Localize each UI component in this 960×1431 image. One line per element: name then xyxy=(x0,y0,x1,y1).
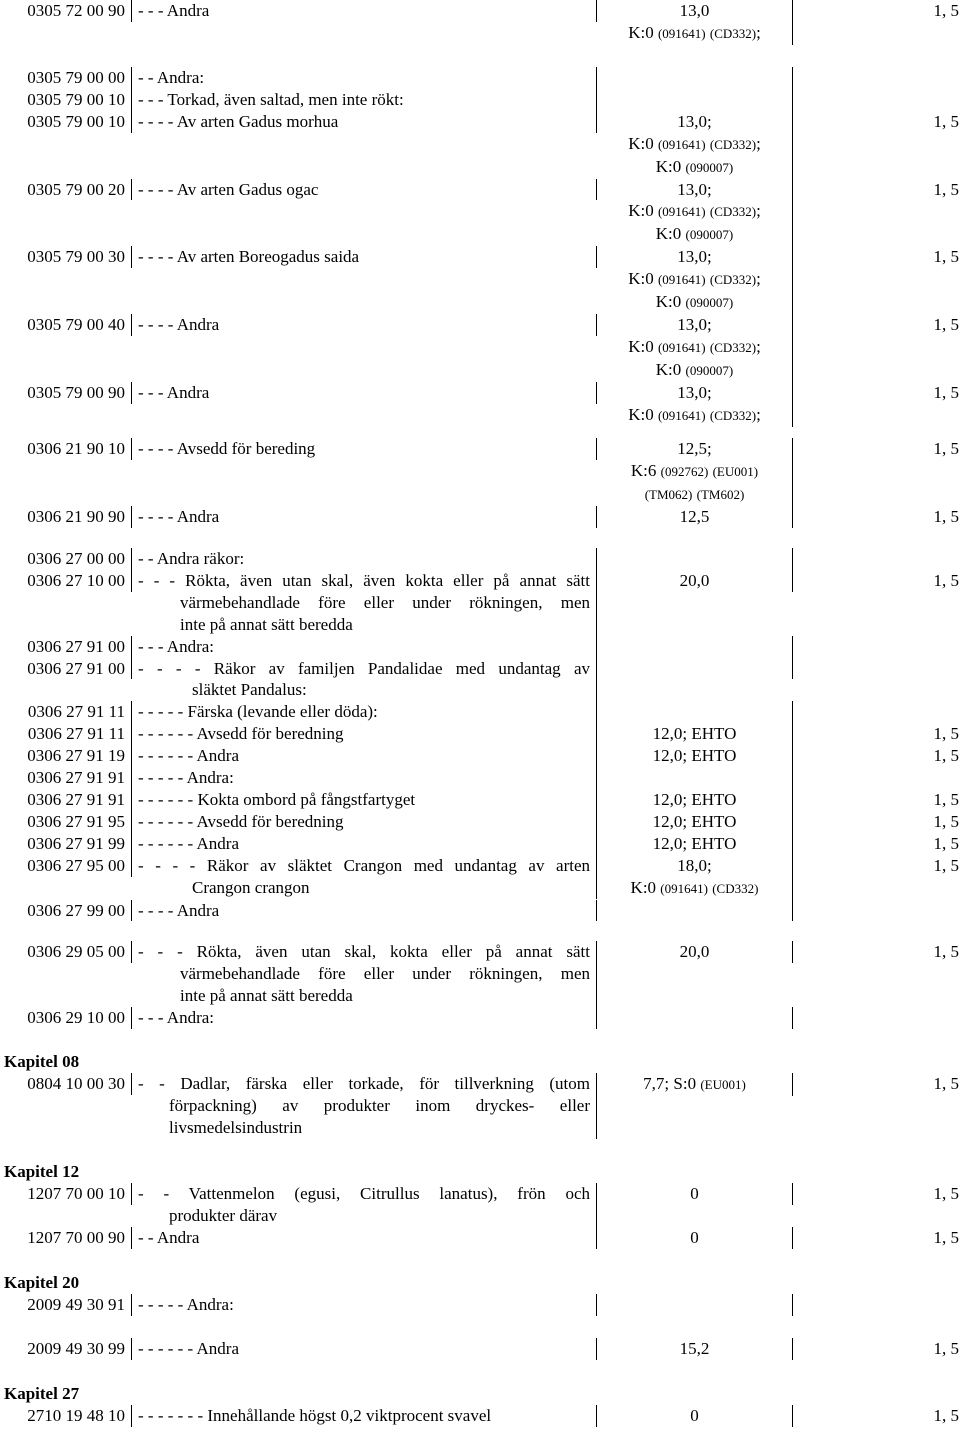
duty-rate xyxy=(597,1183,793,1205)
description-line: - - - - Andra xyxy=(138,506,220,526)
table-row xyxy=(0,636,960,658)
goods-description xyxy=(132,701,597,723)
table-row xyxy=(0,1227,960,1249)
table-row xyxy=(0,506,960,528)
table-row xyxy=(0,1405,960,1427)
table-row xyxy=(0,314,960,382)
table-row xyxy=(0,658,960,702)
tariff-table-block xyxy=(0,438,960,528)
unit-value xyxy=(793,900,960,922)
goods-description xyxy=(132,1183,597,1227)
goods-description xyxy=(132,811,597,833)
rate-line: 13,0; xyxy=(677,382,712,402)
duty-rate xyxy=(597,636,793,658)
rate-line: 7,7; S:0 (EU001) xyxy=(643,1074,746,1093)
table-row xyxy=(0,111,960,179)
goods-description xyxy=(132,789,597,811)
duty-rate xyxy=(597,89,793,111)
goods-description xyxy=(132,1073,597,1139)
description-line: - - - - - - Kokta ombord på fångstfartyget xyxy=(138,789,416,809)
duty-rate xyxy=(597,1073,793,1096)
tariff-table-block xyxy=(0,0,960,45)
tariff-code: 0306 27 91 99 xyxy=(0,833,132,855)
table-row xyxy=(0,1294,960,1316)
rate-line: K:0 (090007) xyxy=(655,292,734,312)
goods-description xyxy=(132,855,597,899)
duty-rate xyxy=(597,701,793,723)
unit-value: 1, 5 xyxy=(933,746,959,766)
rate-line: K:0 (090007) xyxy=(655,156,734,176)
tariff-table-block xyxy=(0,941,960,1029)
duty-rate xyxy=(597,1007,793,1029)
description-line: - - - - - Andra: xyxy=(138,1295,234,1314)
description-line: - - - - - - - Innehållande högst 0,2 viktprocent svavel xyxy=(138,1406,492,1425)
unit-value: 1, 5 xyxy=(933,506,959,526)
table-row xyxy=(0,67,960,89)
description-line: - - - - Räkor av familjen Pandalidae med undantag av xyxy=(138,658,590,678)
chapter-heading: Kapitel 20 xyxy=(4,1273,80,1292)
description-line: - - - - - Färska (levande eller döda): xyxy=(138,702,378,722)
duty-rate xyxy=(597,941,793,963)
unit-value: 1, 5 xyxy=(933,1227,959,1247)
unit-value: 1, 5 xyxy=(933,789,959,809)
unit-value xyxy=(793,658,960,680)
duty-rate xyxy=(597,179,793,247)
description-line: - - - Andra xyxy=(138,1,210,20)
description-line: - - Dadlar, färska eller torkade, för tillverkning (utom xyxy=(138,1074,590,1093)
duty-rate xyxy=(597,111,793,179)
rate-line: K:0 (091641) (CD332); xyxy=(628,22,761,42)
tariff-table-block xyxy=(0,1294,960,1316)
description-line: förpackning) av produkter inom dryckes- eller xyxy=(169,1095,590,1115)
goods-description xyxy=(132,767,597,789)
rate-line: 20,0 xyxy=(679,942,710,961)
unit-value: 1, 5 xyxy=(933,1,959,20)
duty-rate xyxy=(597,1227,793,1249)
goods-description xyxy=(132,1007,597,1029)
goods-description xyxy=(132,1405,597,1427)
rate-line: 12,0; EHTO xyxy=(652,811,737,831)
unit-value: 1, 5 xyxy=(933,314,959,334)
goods-description xyxy=(132,833,597,855)
description-line: - - - - Avsedd för bereding xyxy=(138,439,316,458)
duty-rate xyxy=(597,1405,793,1427)
description-line: - - - Andra: xyxy=(138,1007,215,1027)
table-row xyxy=(0,179,960,247)
table-row xyxy=(0,723,960,745)
goods-description xyxy=(132,941,597,1007)
tariff-code: 0306 27 91 19 xyxy=(0,745,132,767)
unit-value: 1, 5 xyxy=(933,1184,959,1203)
rate-line: K:0 (091641) (CD332) xyxy=(630,877,759,897)
tariff-code: 0306 27 91 11 xyxy=(0,701,132,723)
table-row xyxy=(0,438,960,506)
unit-value: 1, 5 xyxy=(933,439,959,458)
goods-description xyxy=(132,900,597,922)
description-line: - - - - Av arten Boreogadus saida xyxy=(138,247,360,267)
goods-description xyxy=(132,506,597,528)
rate-line: 12,0; EHTO xyxy=(652,746,737,766)
tariff-code: 0306 21 90 90 xyxy=(0,506,132,528)
goods-description xyxy=(132,382,597,404)
goods-description xyxy=(132,67,597,89)
description-line: - - Andra: xyxy=(138,68,205,87)
unit-value: 1, 5 xyxy=(933,382,959,402)
tariff-code: 0305 72 00 90 xyxy=(0,0,132,22)
rate-line: 13,0; xyxy=(677,247,712,267)
duty-rate xyxy=(597,658,793,680)
goods-description xyxy=(132,89,597,111)
table-row xyxy=(0,548,960,570)
duty-rate xyxy=(597,833,793,855)
table-row xyxy=(0,900,960,922)
description-line: - - Andra xyxy=(138,1227,200,1247)
rate-line: 0 xyxy=(690,1227,699,1247)
goods-description xyxy=(132,1294,597,1316)
duty-rate xyxy=(597,314,793,382)
tariff-code: 0306 27 91 00 xyxy=(0,658,132,680)
unit-value: 1, 5 xyxy=(933,111,959,131)
table-row xyxy=(0,1073,960,1139)
duty-rate xyxy=(597,767,793,789)
tariff-table-block xyxy=(0,1073,960,1139)
tariff-code: 0305 79 00 90 xyxy=(0,382,132,404)
tariff-table-block xyxy=(0,67,960,427)
rate-line: 13,0; xyxy=(677,314,712,334)
duty-rate xyxy=(597,789,793,811)
unit-value: 1, 5 xyxy=(933,570,959,590)
description-line: - - - - - - Andra xyxy=(138,746,240,766)
description-line: - - - - Av arten Gadus ogac xyxy=(138,179,319,199)
description-line: - - - - Räkor av släktet Crangon med undantag av arten xyxy=(138,855,590,875)
unit-value: 1, 5 xyxy=(933,1339,959,1358)
rate-line: (TM062) (TM602) xyxy=(644,486,745,502)
duty-rate xyxy=(597,382,793,427)
table-row xyxy=(0,0,960,45)
duty-rate xyxy=(597,811,793,833)
description-line: - - Andra räkor: xyxy=(138,549,245,568)
goods-description xyxy=(132,111,597,133)
duty-rate xyxy=(597,0,793,45)
description-line: - - - - - - Andra xyxy=(138,833,240,853)
goods-description xyxy=(132,179,597,201)
goods-description xyxy=(132,745,597,767)
duty-rate xyxy=(597,855,793,900)
tariff-code: 0306 27 95 00 xyxy=(0,855,132,877)
tariff-code: 0306 27 91 91 xyxy=(0,767,132,789)
unit-value xyxy=(793,636,960,658)
unit-value xyxy=(793,767,960,789)
chapter-heading: Kapitel 08 xyxy=(4,1052,80,1071)
unit-value xyxy=(793,67,960,89)
tariff-code: 0305 79 00 10 xyxy=(0,89,132,111)
tariff-code: 0306 29 05 00 xyxy=(0,941,132,963)
rate-line: 13,0 xyxy=(679,1,710,20)
description-line: - - - - - - Avsedd för beredning xyxy=(138,811,344,831)
tariff-code: 0306 27 99 00 xyxy=(0,900,132,922)
tariff-code: 0306 27 91 00 xyxy=(0,636,132,658)
description-line: - - - Andra: xyxy=(138,636,215,656)
tariff-code: 1207 70 00 90 xyxy=(0,1227,132,1249)
table-row xyxy=(0,1338,960,1360)
unit-value xyxy=(793,89,960,111)
description-line: inte på annat sätt beredda xyxy=(180,985,353,1005)
table-row xyxy=(0,855,960,900)
table-row xyxy=(0,1183,960,1227)
tariff-code: 2009 49 30 99 xyxy=(0,1338,132,1360)
rate-line: 0 xyxy=(690,1406,699,1425)
goods-description xyxy=(132,570,597,636)
unit-value: 1, 5 xyxy=(933,247,959,267)
duty-rate xyxy=(597,506,793,528)
goods-description xyxy=(132,723,597,745)
goods-description xyxy=(132,1227,597,1249)
chapter-heading: Kapitel 27 xyxy=(4,1384,80,1403)
rate-line: K:0 (090007) xyxy=(655,224,734,244)
description-line: - - - Rökta, även utan skal, kokta eller på annat sätt xyxy=(138,942,590,961)
rate-line: 12,0; EHTO xyxy=(652,724,737,744)
unit-value: 1, 5 xyxy=(933,855,959,875)
unit-value xyxy=(793,548,960,570)
description-line: släktet Pandalus: xyxy=(192,680,307,700)
tariff-code: 0804 10 00 30 xyxy=(0,1073,132,1095)
goods-description xyxy=(132,548,597,570)
description-line: Crangon crangon xyxy=(192,877,310,897)
rate-line: 12,0; EHTO xyxy=(652,833,737,853)
rate-line: 20,0 xyxy=(679,570,710,590)
rate-line: 0 xyxy=(690,1184,699,1203)
duty-rate xyxy=(597,723,793,745)
table-row xyxy=(0,246,960,314)
unit-value xyxy=(793,701,960,723)
description-line: - - - Andra xyxy=(138,382,210,402)
table-row xyxy=(0,701,960,723)
rate-line: K:0 (091641) (CD332); xyxy=(628,133,761,153)
tariff-code: 0306 29 10 00 xyxy=(0,1007,132,1029)
description-line: - - - - - Andra: xyxy=(138,768,234,788)
unit-value: 1, 5 xyxy=(933,811,959,831)
rate-line: 18,0; xyxy=(677,855,712,875)
goods-description xyxy=(132,246,597,268)
tariff-code: 0305 79 00 20 xyxy=(0,179,132,201)
goods-description xyxy=(132,1338,597,1360)
rate-line: K:0 (090007) xyxy=(655,359,734,379)
table-row xyxy=(0,789,960,811)
duty-rate xyxy=(597,246,793,314)
table-row xyxy=(0,1007,960,1029)
table-row xyxy=(0,89,960,111)
description-line: - - - - Andra xyxy=(138,900,220,920)
description-line: - - Vattenmelon (egusi, Citrullus lanatus), frön och xyxy=(138,1184,590,1203)
rate-line: 12,5; xyxy=(677,439,712,458)
unit-value: 1, 5 xyxy=(933,1406,959,1425)
tariff-code: 0306 27 91 11 xyxy=(0,723,132,745)
tariff-code: 2009 49 30 91 xyxy=(0,1294,132,1316)
description-line: - - - Torkad, även saltad, men inte rökt: xyxy=(138,89,404,109)
tariff-code: 0305 79 00 10 xyxy=(0,111,132,133)
tariff-table-block xyxy=(0,1338,960,1360)
duty-rate xyxy=(597,900,793,922)
table-row xyxy=(0,767,960,789)
tariff-code: 0306 27 10 00 xyxy=(0,570,132,592)
rate-line: K:0 (091641) (CD332); xyxy=(628,404,761,424)
description-line: - - - - - - Andra xyxy=(138,1339,240,1358)
description-line: - - - - Andra xyxy=(138,314,220,334)
chapter-heading: Kapitel 12 xyxy=(4,1162,80,1181)
unit-value xyxy=(793,1294,960,1316)
tariff-code: 0306 27 91 91 xyxy=(0,789,132,811)
rate-line: K:0 (091641) (CD332); xyxy=(628,201,761,221)
unit-value: 1, 5 xyxy=(933,724,959,744)
rate-line: 12,0; EHTO xyxy=(652,789,737,809)
description-line: - - - Rökta, även utan skal, även kokta eller på annat sätt xyxy=(138,570,590,590)
goods-description xyxy=(132,0,597,22)
description-line: värmebehandlade före eller under rökningen, men xyxy=(180,592,590,612)
duty-rate xyxy=(597,438,793,506)
rate-line: 12,5 xyxy=(679,506,710,526)
description-line: - - - - Av arten Gadus morhua xyxy=(138,111,339,131)
duty-rate xyxy=(597,570,793,592)
tariff-code: 0306 27 00 00 xyxy=(0,548,132,570)
unit-value: 1, 5 xyxy=(933,1074,959,1093)
rate-line: K:0 (091641) (CD332); xyxy=(628,269,761,289)
unit-value: 1, 5 xyxy=(933,833,959,853)
goods-description xyxy=(132,438,597,460)
tariff-table-block xyxy=(0,1405,960,1427)
tariff-code: 0306 27 91 95 xyxy=(0,811,132,833)
table-row xyxy=(0,570,960,636)
duty-rate xyxy=(597,1294,793,1316)
unit-value: 1, 5 xyxy=(933,179,959,199)
duty-rate xyxy=(597,67,793,89)
duty-rate xyxy=(597,548,793,570)
tariff-table-block xyxy=(0,1183,960,1249)
rate-line: K:6 (092762) (EU001) xyxy=(630,460,759,480)
rate-line: 15,2 xyxy=(679,1339,710,1358)
description-line: livsmedelsindustrin xyxy=(169,1117,303,1137)
tariff-table-block xyxy=(0,548,960,921)
description-line: värmebehandlade före eller under rökningen, men xyxy=(180,963,590,983)
tariff-code: 1207 70 00 10 xyxy=(0,1183,132,1205)
unit-value xyxy=(793,1007,960,1029)
table-row xyxy=(0,745,960,767)
tariff-code: 0306 21 90 10 xyxy=(0,438,132,460)
description-line: produkter därav xyxy=(169,1205,278,1225)
tariff-code: 0305 79 00 40 xyxy=(0,314,132,336)
rate-line: K:0 (091641) (CD332); xyxy=(628,336,761,356)
tariff-code: 0305 79 00 30 xyxy=(0,246,132,268)
rate-line: 13,0; xyxy=(677,179,712,199)
description-line: inte på annat sätt beredda xyxy=(180,614,353,634)
table-row xyxy=(0,382,960,427)
duty-rate xyxy=(597,1338,793,1360)
goods-description xyxy=(132,658,597,702)
table-row xyxy=(0,941,960,1007)
goods-description xyxy=(132,636,597,658)
unit-value: 1, 5 xyxy=(933,942,959,961)
duty-rate xyxy=(597,745,793,767)
table-row xyxy=(0,833,960,855)
table-row xyxy=(0,811,960,833)
goods-description xyxy=(132,314,597,336)
tariff-code: 0305 79 00 00 xyxy=(0,67,132,89)
rate-line: 13,0; xyxy=(677,111,712,131)
tariff-code: 2710 19 48 10 xyxy=(0,1405,132,1427)
description-line: - - - - - - Avsedd för beredning xyxy=(138,724,344,744)
